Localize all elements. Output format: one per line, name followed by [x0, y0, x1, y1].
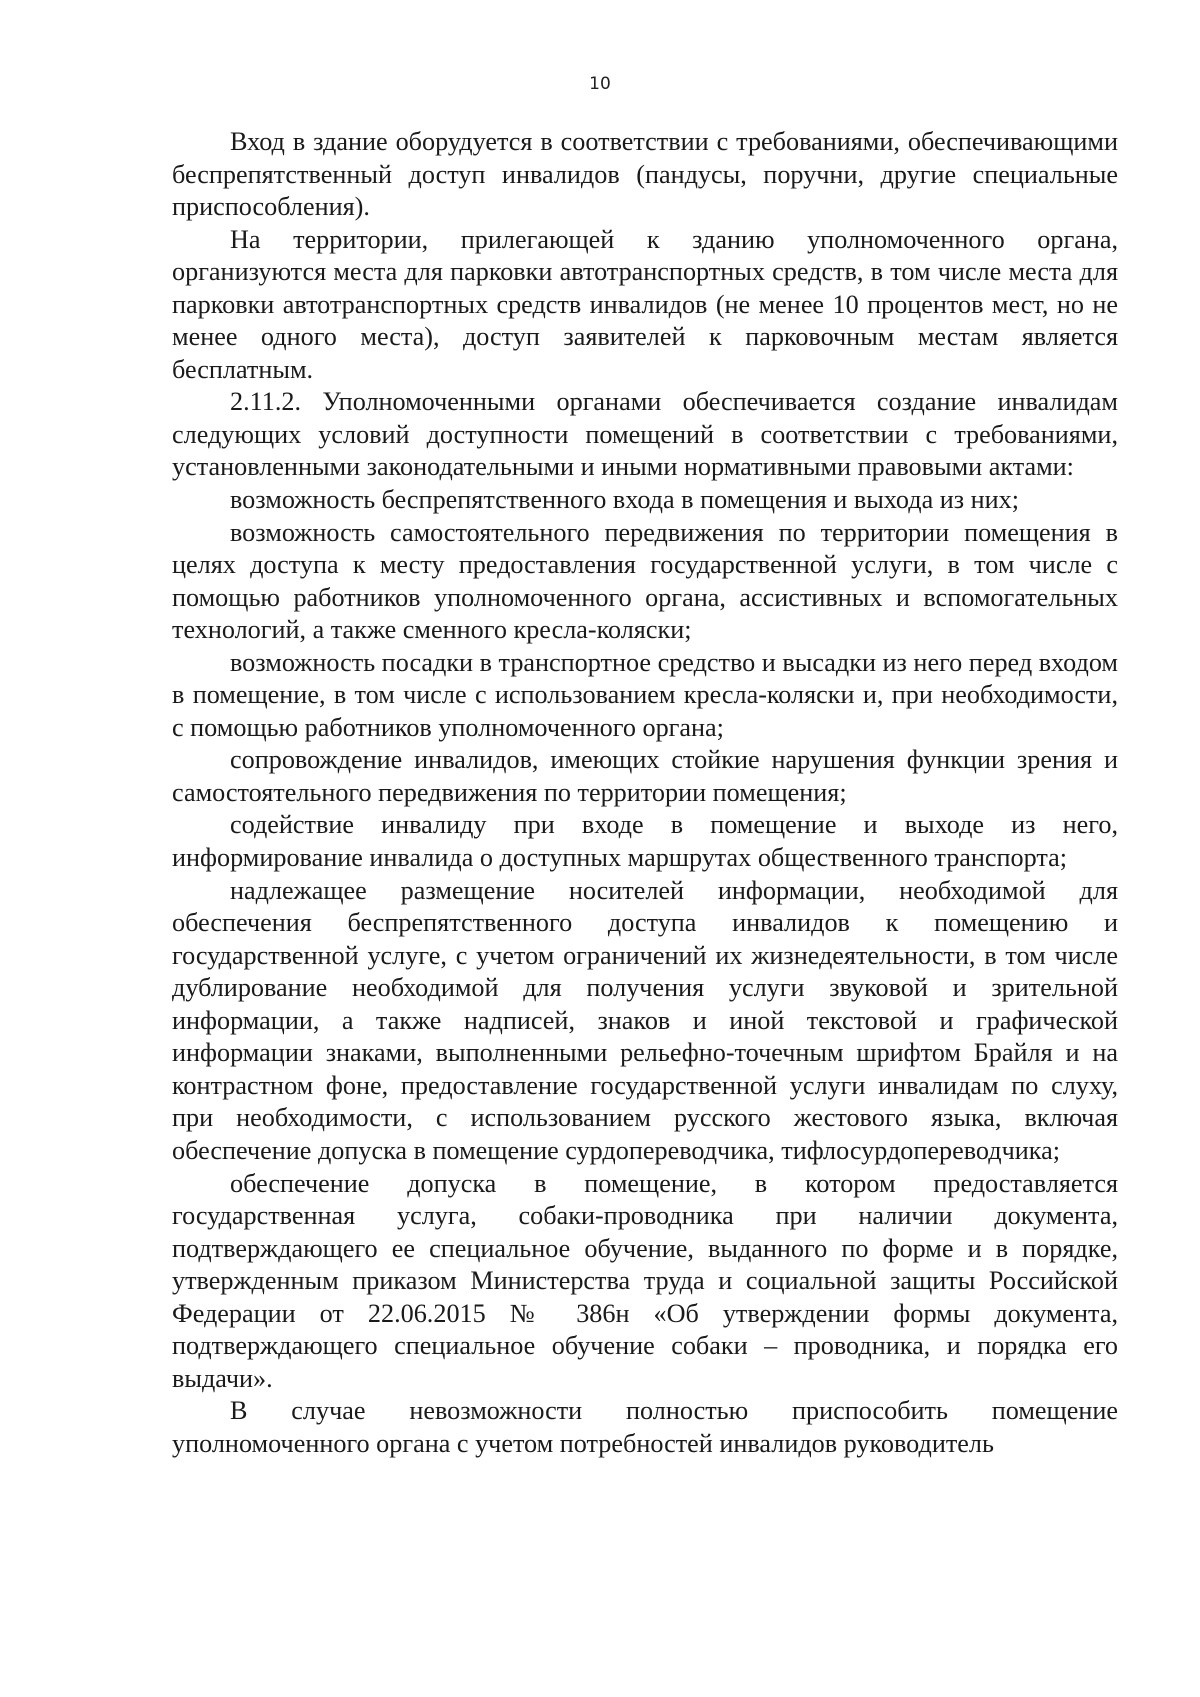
paragraph-entrance: Вход в здание оборудуется в соответствии с требованиями, обеспечивающими беспрепятственный доступ инвалидов (пандусы, поручни, другие специальные приспособления).: [172, 127, 1118, 222]
body-text: [172, 126, 1118, 1460]
paragraph-parking: На территории, прилегающей к зданию уполномоченного органа, организуются места для парковки автотранспортных средств, в том числе места для парковки автотранспортных средств инвалидов (не менее 10 процентов мест, но не менее одного места), доступ заявителей к парковочным местам является бесплатным.: [172, 224, 1118, 384]
paragraph-section-2-11-2: 2.11.2. Уполномоченными органами обеспечивается создание инвалидам следующих условий доступности помещений в соответствии с требованиями, установленными законодательными и иными нормативными правовыми актами:: [172, 387, 1118, 482]
page-number: 10: [589, 74, 611, 94]
list-item-entrance-access: возможность беспрепятственного входа в помещения и выхода из них;: [230, 485, 1020, 515]
list-item-guide-dog: обеспечение допуска в помещение, в котором предоставляется государственная услуга, собаки-проводника при наличии документа, подтверждающего ее специальное обучение, выданного по форме и в порядке, утвержденным приказом Министерства труда и социальной защиты Российской Федерации от 22.06.2015 № 386н «Об утверждении формы документа, подтверждающего специальное обучение собаки – проводника, и порядка его выдачи».: [172, 1168, 1118, 1393]
paragraph-impossibility: В случае невозможности полностью приспособить помещение уполномоченного органа с учетом потребностей инвалидов руководитель: [172, 1396, 1118, 1458]
list-item-movement: возможность самостоятельного передвижения по территории помещения в целях доступа к месту предоставления государственной услуги, в том числе с помощью работников уполномоченного органа, ассистивных и вспомогательных технологий, а также сменного кресла-коляски;: [172, 517, 1118, 645]
list-item-assistance: содействие инвалиду при входе в помещение и выходе из него, информирование инвалида о доступных маршрутах общественного транспорта;: [172, 810, 1118, 873]
list-item-boarding: возможность посадки в транспортное средство и высадки из него перед входом в помещение, в том числе с использованием кресла-коляски и, при необходимости, с помощью работников уполномоченного органа;: [172, 647, 1118, 742]
list-item-information: надлежащее размещение носителей информации, необходимой для обеспечения беспрепятственного доступа инвалидов к помещению и государственной услуге, с учетом ограничений их жизнедеятельности, в том числе дублирование необходимой для получения услуги звуковой и зрительной информации, а также надписей, знаков и иной текстовой и графической информации знаками, выполненными рельефно-точечным шрифтом Брайля и на контрастном фоне, предоставление государственной услуги инвалидам по слуху, при необходимости, с использованием русского жестового языка, включая обеспечение допуска в помещение сурдопереводчика, тифлосурдопереводчика;: [172, 875, 1118, 1165]
list-item-escort: сопровождение инвалидов, имеющих стойкие нарушения функции зрения и самостоятельного передвижения по территории помещения;: [172, 745, 1118, 807]
